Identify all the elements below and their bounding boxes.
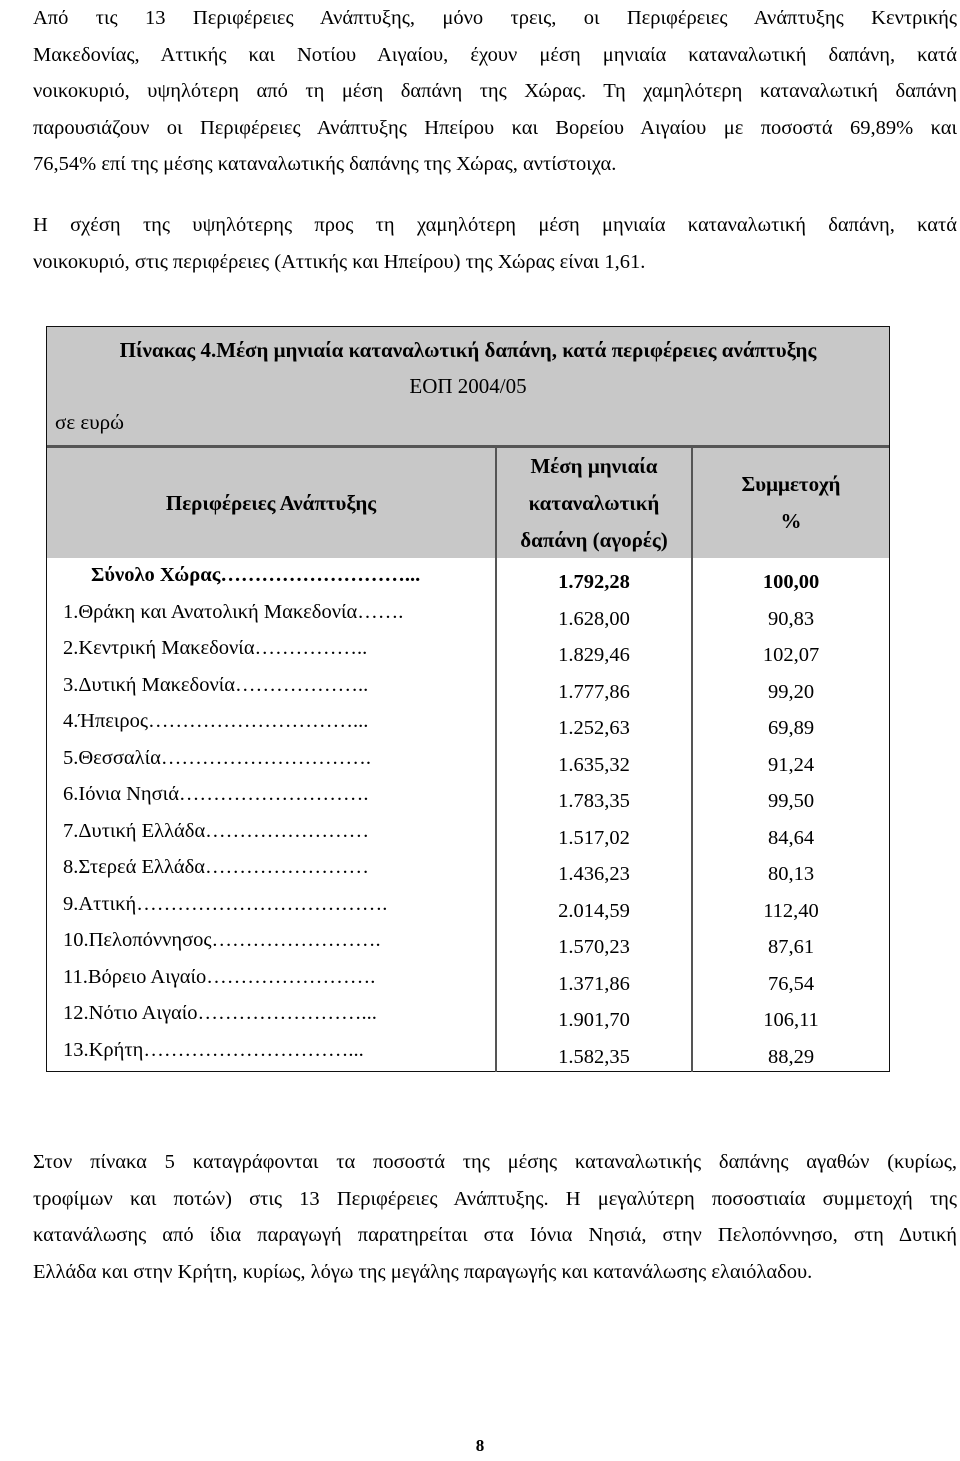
- table-row: [47, 1036, 889, 1073]
- table-body: [47, 561, 889, 1072]
- share-value: 99,50: [767, 790, 815, 812]
- share-value: 91,24: [767, 753, 815, 776]
- table-row: [47, 926, 889, 963]
- region-name: 1.Θράκη και Ανατολική Μακεδονία…….: [63, 600, 404, 623]
- expenditure-value: 1.628,00: [558, 607, 630, 630]
- text-line: νοικοκυριό, υψηλότερη από τη μέση δαπάνη της Χώρας. Τη χαμηλότερη καταναλωτική δαπάνη: [33, 80, 957, 102]
- region-name: 9.Αττική……………………………….: [63, 892, 388, 915]
- table-row: [47, 671, 889, 708]
- share-value: 76,54: [767, 972, 815, 995]
- text-line: τροφίμων και ποτών) στις 13 Περιφέρειες Ανάπτυξης. Η μεγαλύτερη ποσοστιαία συμμετοχή της: [33, 1187, 957, 1210]
- share-value: 90,83: [767, 607, 815, 630]
- expenditure-value: 1.901,70: [558, 1009, 630, 1031]
- page-number: 8: [475, 1436, 485, 1455]
- region-name: 10.Πελοπόννησος…………………….: [63, 929, 381, 951]
- text-line: Ελλάδα και στην Κρήτη, κυρίως, λόγω της μεγάλης παραγωγής και κατανάλωσης ελαιόλαδου.: [33, 1260, 813, 1283]
- text-line: κατανάλωσης από ίδια παραγωγή παρατηρείται στα Ιόνια Νησιά, στην Πελοπόννησο, στη Δυτική: [33, 1224, 957, 1246]
- region-name: 8.Στερεά Ελλάδα……………………: [63, 856, 370, 878]
- region-name: 5.Θεσσαλία………………………….: [63, 746, 371, 769]
- region-name: 6.Ιόνια Νησιά……………………….: [63, 783, 369, 805]
- region-name: 7.Δυτική Ελλάδα……………………: [63, 819, 370, 842]
- expenditure-value: 1.829,46: [558, 644, 630, 666]
- region-name: 4.Ήπειρος…………………………...: [63, 710, 369, 732]
- table-row: [47, 780, 889, 817]
- text-line: Μακεδονίας, Αττικής και Νοτίου Αιγαίου, έχουν μέση μηνιαία καταναλωτική δαπάνη, κατά: [33, 43, 957, 66]
- own-production-paragraph: [33, 1144, 957, 1290]
- share-value: 106,11: [763, 1009, 819, 1031]
- share-value: 80,13: [767, 863, 815, 885]
- share-value: 99,20: [767, 680, 815, 703]
- share-value: 87,61: [767, 936, 815, 958]
- text-line: Στον πίνακα 5 καταγράφονται τα ποσοστά της μέσης καταναλωτικής δαπάνης αγαθών (κυρίως,: [33, 1151, 957, 1173]
- share-value: 69,89: [767, 717, 815, 739]
- region-name: 12.Νότιο Αιγαίο……………………...: [63, 1002, 377, 1024]
- share-value: 88,29: [767, 1045, 815, 1068]
- region-name: 2.Κεντρική Μακεδονία……………..: [63, 637, 368, 659]
- share-value: 100,00: [762, 571, 820, 593]
- header-expenditure: Μέση μηνιαία καταναλωτική δαπάνη (αγορές): [495, 448, 693, 558]
- table-title: Πίνακας 4.Μέση μηνιαία καταναλωτική δαπάνη, κατά περιφέρειες ανάπτυξης: [119, 338, 817, 362]
- table-caption: [47, 327, 889, 448]
- expenditure-value: 2.014,59: [558, 899, 630, 922]
- table-row: [47, 853, 889, 890]
- intro-paragraph: [33, 0, 957, 183]
- table-unit: σε ευρώ: [55, 410, 124, 434]
- expenditure-table: [46, 326, 890, 1072]
- text-line: Από τις 13 Περιφέρειες Ανάπτυξης, μόνο τρεις, οι Περιφέρειες Ανάπτυξης Κεντρικής: [33, 7, 957, 29]
- text-line: Η σχέση της υψηλότερης προς τη χαμηλότερη μέση μηνιαία καταναλωτική δαπάνη, κατά: [33, 214, 957, 236]
- header-regions: Περιφέρειες Ανάπτυξης: [165, 490, 377, 515]
- table-header: [47, 448, 889, 558]
- table-row: [47, 963, 889, 1000]
- text-line: νοικοκυριό, στις περιφέρειες (Αττικής και Ηπείρου) της Χώρας είναι 1,61.: [33, 250, 646, 273]
- table-row: [47, 999, 889, 1036]
- share-value: 112,40: [763, 899, 819, 922]
- expenditure-value: 1.517,02: [558, 826, 630, 849]
- table-row: [47, 817, 889, 854]
- table-row: [47, 598, 889, 635]
- region-name: 13.Κρήτη…………………………...: [63, 1038, 364, 1061]
- expenditure-value: 1.792,28: [558, 571, 630, 593]
- region-name: 11.Βόρειο Αιγαίο…………………….: [63, 965, 376, 988]
- table-row: [47, 634, 889, 671]
- expenditure-value: 1.252,63: [558, 717, 630, 739]
- text-line: 76,54% επί της μέσης καταναλωτικής δαπάνης της Χώρας, αντίστοιχα.: [33, 153, 617, 175]
- share-value: 102,07: [762, 644, 820, 666]
- header-share: Συμμετοχή %: [741, 472, 841, 533]
- expenditure-value: 1.436,23: [558, 863, 630, 885]
- expenditure-value: 1.371,86: [558, 972, 630, 995]
- expenditure-value: 1.777,86: [558, 680, 630, 703]
- region-name: 3.Δυτική Μακεδονία………………..: [63, 673, 369, 696]
- table-row: [47, 744, 889, 781]
- expenditure-value: 1.582,35: [558, 1045, 630, 1068]
- ratio-paragraph: [33, 207, 957, 280]
- table-row-total: [47, 561, 889, 598]
- expenditure-value: 1.570,23: [558, 936, 630, 958]
- share-value: 84,64: [767, 826, 815, 849]
- expenditure-value: 1.783,35: [558, 790, 630, 812]
- expenditure-value: 1.635,32: [558, 753, 630, 776]
- region-name: Σύνολο Χώρας………………………...: [91, 564, 421, 586]
- table-row: [47, 707, 889, 744]
- table-subtitle: ΕΟΠ 2004/05: [409, 374, 527, 398]
- table-row: [47, 890, 889, 927]
- text-line: παρουσιάζουν οι Περιφέρειες Ανάπτυξης Ηπείρου και Βορείου Αιγαίου με ποσοστά 69,89% και: [33, 116, 957, 139]
